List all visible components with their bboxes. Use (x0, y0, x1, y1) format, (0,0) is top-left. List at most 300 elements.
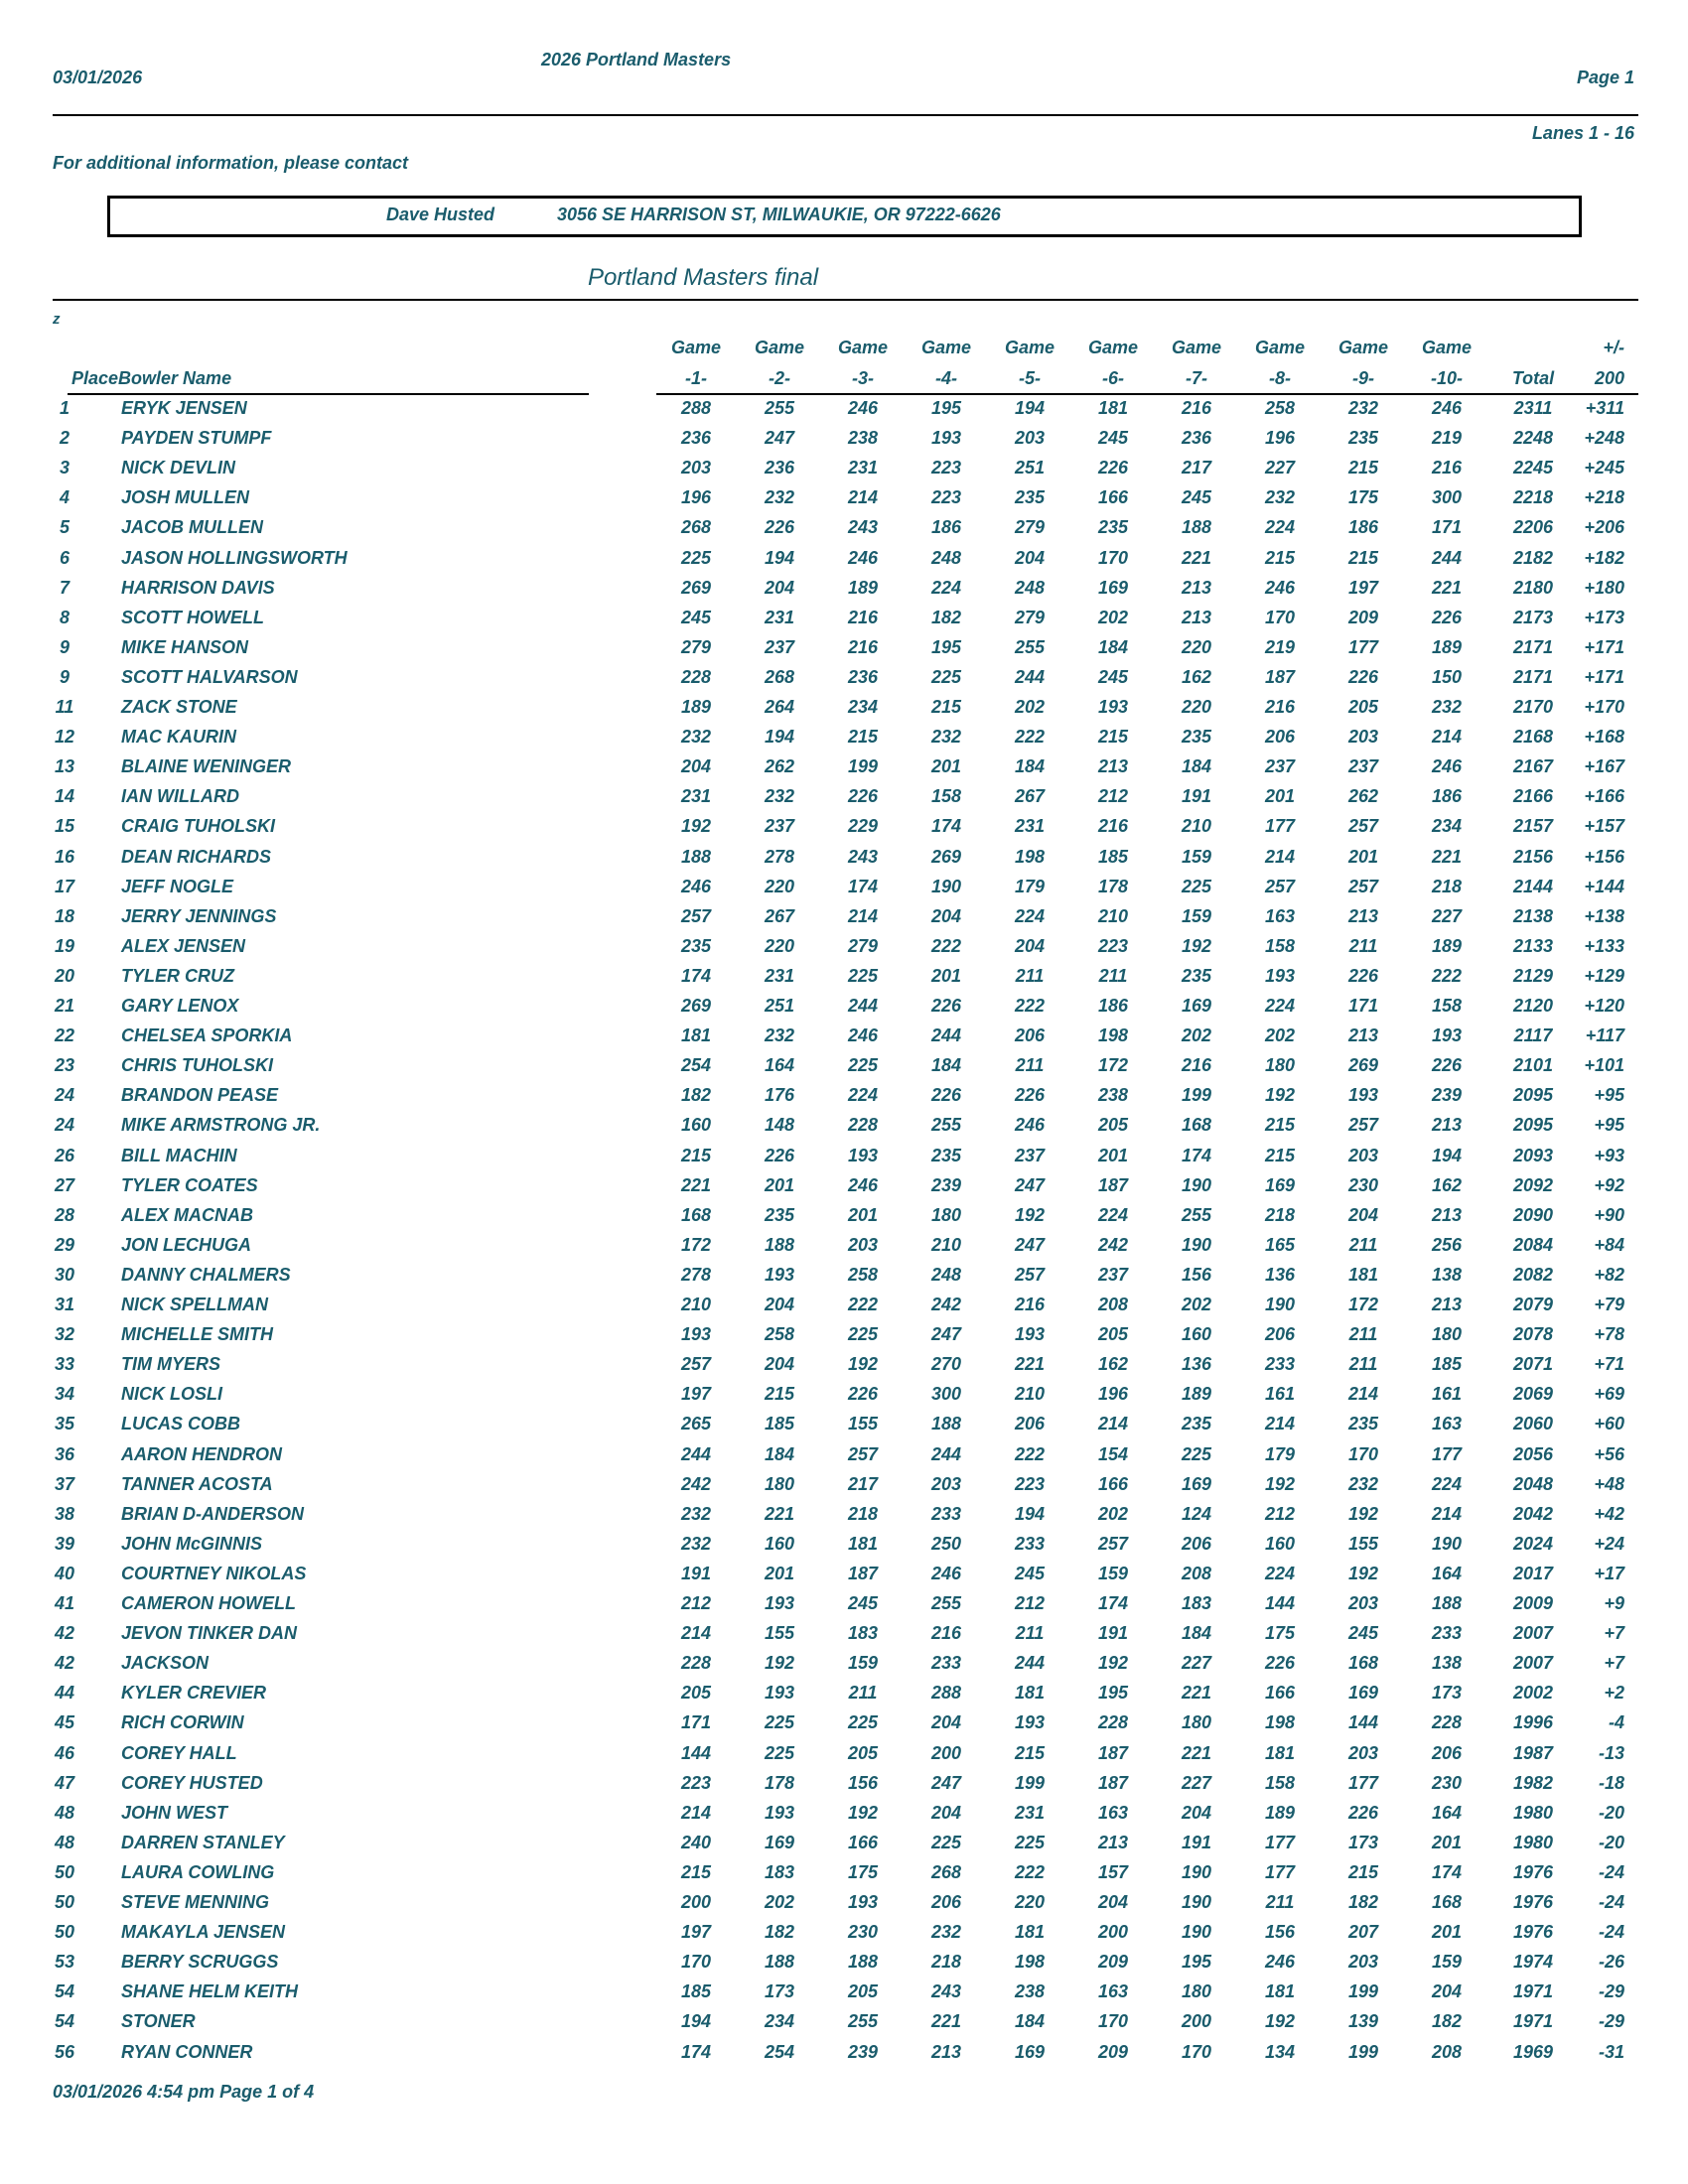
game-score-cell: 267 (764, 905, 795, 926)
game-score-cell: 220 (764, 876, 795, 896)
game-score-cell: 193 (1264, 965, 1296, 986)
game-score-cell: 177 (1264, 1861, 1296, 1882)
place-cell: 54 (54, 2011, 75, 2032)
table-row (0, 1444, 1688, 1474)
z-label: z (53, 311, 61, 328)
game-score-cell: 212 (680, 1593, 712, 1613)
game-score-cell: 257 (1097, 1533, 1129, 1554)
game-score-cell: 228 (847, 1115, 879, 1136)
game-score-cell: 201 (1097, 1145, 1129, 1165)
game-score-cell: 235 (1181, 727, 1212, 748)
table-row (0, 1146, 1688, 1175)
game-score-cell: 174 (1181, 1145, 1212, 1165)
table-row (0, 1862, 1688, 1892)
bowler-name-cell: ZACK STONE (121, 697, 237, 717)
total-cell: 2060 (1512, 1414, 1554, 1434)
place-cell: 39 (54, 1533, 75, 1554)
game-score-cell: 206 (1264, 1324, 1296, 1345)
game-score-cell: 172 (680, 1234, 712, 1255)
table-row (0, 1833, 1688, 1862)
game-score-cell: 175 (847, 1861, 879, 1882)
place-cell: 53 (54, 1952, 75, 1973)
bowler-name-cell: MIKE ARMSTRONG JR. (121, 1115, 321, 1136)
game-score-cell: 208 (1097, 1295, 1129, 1314)
game-score-cell: 214 (1347, 1384, 1379, 1405)
game-score-cell: 246 (847, 547, 879, 568)
game-score-cell: 215 (847, 727, 879, 748)
game-score-cell: 159 (1431, 1952, 1463, 1973)
game-score-cell: 245 (680, 607, 712, 627)
game-score-cell: 211 (1348, 1234, 1378, 1255)
game-score-cell: 215 (1347, 547, 1379, 568)
game-score-cell: 226 (930, 996, 962, 1016)
bowler-name-cell: LAURA COWLING (121, 1861, 275, 1882)
game-score-cell: 192 (1014, 1204, 1046, 1225)
game-score-cell: 239 (930, 1174, 962, 1195)
game-score-cell: 195 (1181, 1952, 1212, 1973)
game-score-cell: 246 (847, 398, 879, 418)
game-score-cell: 188 (1431, 1593, 1463, 1613)
game-score-cell: 168 (1181, 1115, 1212, 1136)
bowler-name-cell: CRAIG TUHOLSKI (121, 816, 275, 837)
game-score-cell: 182 (1431, 2011, 1463, 2032)
game-score-cell: 201 (930, 756, 962, 777)
game-score-cell: 163 (1097, 1981, 1129, 2002)
game-score-cell: 213 (1181, 577, 1212, 598)
game-score-cell: 216 (930, 1623, 962, 1644)
diff-cell: +182 (1584, 547, 1624, 568)
game-score-cell: 225 (764, 1712, 795, 1733)
game-score-cell: 136 (1181, 1354, 1212, 1375)
table-row (0, 966, 1688, 996)
game-score-cell: 227 (1264, 458, 1296, 478)
game-score-cell: 170 (1181, 2041, 1212, 2062)
game-score-cell: 192 (1264, 1473, 1296, 1494)
game-score-cell: 138 (1431, 1653, 1463, 1674)
game-score-cell: 180 (930, 1204, 962, 1225)
bowler-name-cell: BERRY SCRUGGS (121, 1952, 279, 1973)
game-score-cell: 225 (1181, 1443, 1212, 1464)
total-cell: 2007 (1512, 1623, 1554, 1644)
game-score-cell: 213 (1431, 1204, 1463, 1225)
game-score-cell: 181 (1264, 1742, 1296, 1763)
total-cell: 1976 (1512, 1861, 1554, 1882)
game-score-cell: 222 (1014, 727, 1046, 748)
game-score-cell: 206 (1431, 1742, 1463, 1763)
game-score-cell: 278 (764, 846, 795, 867)
place-cell: 34 (54, 1384, 75, 1405)
game-score-cell: 202 (764, 1892, 795, 1912)
diff-cell: -24 (1598, 1922, 1624, 1943)
game-score-cell: 171 (680, 1712, 712, 1733)
game-score-cell: 216 (1181, 398, 1212, 418)
total-cell: 1982 (1512, 1772, 1554, 1793)
game-score-cell: 267 (1014, 786, 1046, 807)
game-score-cell: 192 (847, 1802, 879, 1823)
game-score-cell: 189 (1431, 636, 1463, 657)
diff-cell: +117 (1585, 1025, 1624, 1046)
game-score-cell: 180 (1181, 1981, 1212, 2002)
game-score-cell: 218 (847, 1503, 879, 1524)
game-score-cell: 226 (1264, 1653, 1296, 1674)
contact-box (107, 196, 1582, 237)
game-score-cell: 187 (847, 1563, 879, 1583)
game-score-cell: 254 (764, 2041, 795, 2062)
game-score-cell: 156 (847, 1772, 879, 1793)
game-score-cell: 228 (680, 666, 712, 687)
diff-cell: +206 (1584, 517, 1624, 538)
game-score-cell: 203 (1347, 1952, 1379, 1973)
table-row (0, 1712, 1688, 1742)
game-score-cell: 185 (1097, 846, 1129, 867)
diff-cell: +56 (1594, 1443, 1624, 1464)
game-score-cell: 189 (1181, 1384, 1212, 1405)
game-score-cell: 215 (1264, 547, 1296, 568)
game-score-cell: 211 (848, 1683, 878, 1704)
game-header-number: -2- (769, 368, 790, 388)
place-cell: 4 (59, 487, 70, 508)
game-score-cell: 159 (1181, 905, 1212, 926)
game-score-cell: 225 (847, 1324, 879, 1345)
table-row (0, 428, 1688, 458)
game-score-cell: 193 (764, 1683, 795, 1704)
game-score-cell: 257 (1347, 1115, 1379, 1136)
bowler-name-cell: RICH CORWIN (121, 1712, 244, 1733)
game-score-cell: 255 (1181, 1204, 1212, 1225)
game-score-cell: 157 (1097, 1861, 1129, 1882)
place-cell: 31 (54, 1295, 75, 1314)
bowler-name-cell: COURTNEY NIKOLAS (121, 1563, 307, 1583)
game-score-cell: 235 (1181, 965, 1212, 986)
game-score-cell: 204 (1431, 1981, 1463, 2002)
game-score-cell: 226 (1347, 666, 1379, 687)
game-header-number: -9- (1352, 368, 1374, 388)
game-score-cell: 201 (1431, 1832, 1463, 1852)
game-score-cell: 192 (1097, 1653, 1129, 1674)
table-row (0, 1115, 1688, 1145)
game-score-cell: 176 (764, 1085, 795, 1106)
game-score-cell: 194 (1014, 398, 1046, 418)
game-score-cell: 226 (1014, 1085, 1046, 1106)
total-cell: 2173 (1512, 607, 1554, 627)
game-score-cell: 199 (1347, 1981, 1379, 2002)
game-score-cell: 183 (1181, 1593, 1212, 1613)
game-score-cell: 192 (680, 816, 712, 837)
game-score-cell: 193 (764, 1802, 795, 1823)
place-cell: 19 (54, 935, 75, 956)
game-score-cell: 206 (1264, 727, 1296, 748)
place-cell: 7 (59, 577, 70, 598)
game-score-cell: 214 (1431, 1503, 1463, 1524)
game-score-cell: 190 (1264, 1295, 1296, 1314)
bowler-name-cell: JOSH MULLEN (121, 487, 250, 508)
place-cell: 48 (54, 1832, 75, 1852)
game-score-cell: 187 (1097, 1174, 1129, 1195)
game-score-cell: 212 (1014, 1593, 1046, 1613)
game-header-label: Game (1254, 338, 1306, 357)
place-cell: 9 (59, 636, 70, 657)
place-cell: 40 (54, 1563, 75, 1583)
table-row (0, 1384, 1688, 1414)
total-cell: 2156 (1512, 846, 1554, 867)
game-score-cell: 244 (1014, 666, 1046, 687)
game-score-cell: 182 (680, 1085, 712, 1106)
total-cell: 2120 (1512, 996, 1554, 1016)
game-score-cell: 231 (680, 786, 712, 807)
diff-cell: -20 (1598, 1832, 1624, 1852)
diff-cell: +156 (1584, 846, 1624, 867)
game-score-cell: 213 (1097, 756, 1129, 777)
diff-cell: +48 (1594, 1473, 1624, 1494)
game-score-cell: 162 (1181, 666, 1212, 687)
game-score-cell: 163 (1431, 1414, 1463, 1434)
bowler-name-cell: KYLER CREVIER (121, 1683, 267, 1704)
game-score-cell: 214 (680, 1802, 712, 1823)
game-score-cell: 235 (1014, 487, 1046, 508)
game-score-cell: 204 (1014, 547, 1046, 568)
table-row (0, 1414, 1688, 1443)
game-score-cell: 184 (1014, 756, 1046, 777)
game-score-cell: 203 (930, 1473, 962, 1494)
game-header-number: -8- (1269, 368, 1291, 388)
table-row (0, 847, 1688, 877)
game-score-cell: 216 (847, 607, 879, 627)
game-header-number: -7- (1186, 368, 1207, 388)
table-row (0, 1564, 1688, 1593)
bowler-name-cell: JASON HOLLINGSWORTH (121, 547, 348, 568)
game-score-cell: 214 (1264, 1414, 1296, 1434)
game-score-cell: 228 (680, 1653, 712, 1674)
game-score-cell: 185 (764, 1414, 795, 1434)
game-score-cell: 202 (1181, 1025, 1212, 1046)
game-score-cell: 225 (1014, 1832, 1046, 1852)
game-score-cell: 219 (1431, 428, 1463, 449)
game-score-cell: 245 (1014, 1563, 1046, 1583)
game-score-cell: 189 (1431, 935, 1463, 956)
game-score-cell: 205 (847, 1742, 879, 1763)
game-score-cell: 219 (1264, 636, 1296, 657)
game-score-cell: 201 (1431, 1922, 1463, 1943)
game-score-cell: 258 (847, 1264, 879, 1285)
game-score-cell: 193 (930, 428, 962, 449)
table-row (0, 936, 1688, 966)
table-row (0, 667, 1688, 697)
diff-header-top: +/- (1603, 338, 1624, 357)
total-cell: 2144 (1512, 876, 1554, 896)
game-score-cell: 231 (764, 965, 795, 986)
game-score-cell: 164 (1431, 1802, 1463, 1823)
game-score-cell: 226 (847, 1384, 879, 1405)
game-score-cell: 245 (1347, 1623, 1379, 1644)
table-row (0, 1803, 1688, 1833)
game-score-cell: 254 (680, 1055, 712, 1076)
game-score-cell: 220 (764, 935, 795, 956)
game-score-cell: 270 (930, 1354, 962, 1375)
diff-cell: +166 (1584, 786, 1624, 807)
game-score-cell: 230 (1347, 1174, 1379, 1195)
game-score-cell: 268 (764, 666, 795, 687)
game-score-cell: 204 (1347, 1204, 1379, 1225)
game-score-cell: 217 (1181, 458, 1212, 478)
place-cell: 6 (59, 547, 70, 568)
total-cell: 1980 (1512, 1832, 1554, 1852)
diff-cell: +79 (1594, 1295, 1624, 1314)
bowler-name-cell: BRIAN D-ANDERSON (121, 1503, 304, 1524)
header-divider (53, 114, 1638, 116)
game-score-cell: 216 (1181, 1055, 1212, 1076)
game-score-cell: 162 (1431, 1174, 1463, 1195)
table-row (0, 1474, 1688, 1504)
game-score-cell: 248 (1014, 577, 1046, 598)
diff-cell: +24 (1594, 1533, 1624, 1554)
total-cell: 2095 (1512, 1085, 1554, 1106)
place-cell: 11 (55, 697, 74, 717)
total-cell: 1976 (1512, 1922, 1554, 1943)
game-score-cell: 186 (1347, 517, 1379, 538)
place-cell: 24 (54, 1085, 75, 1106)
diff-cell: +95 (1594, 1115, 1624, 1136)
game-score-cell: 240 (680, 1832, 712, 1852)
total-cell: 2009 (1512, 1593, 1554, 1613)
game-score-cell: 269 (680, 996, 712, 1016)
bowler-name-cell: JEVON TINKER DAN (121, 1623, 298, 1644)
game-score-cell: 211 (1348, 1324, 1378, 1345)
game-score-cell: 246 (680, 876, 712, 896)
game-score-cell: 226 (764, 517, 795, 538)
place-cell: 18 (54, 905, 75, 926)
game-score-cell: 187 (1097, 1742, 1129, 1763)
game-score-cell: 198 (1097, 1025, 1129, 1046)
game-score-cell: 169 (1347, 1683, 1379, 1704)
game-score-cell: 245 (1097, 428, 1129, 449)
game-score-cell: 200 (680, 1892, 712, 1912)
game-score-cell: 236 (1181, 428, 1212, 449)
game-score-cell: 246 (1014, 1115, 1046, 1136)
diff-cell: -26 (1598, 1952, 1624, 1973)
game-score-cell: 239 (847, 2041, 879, 2062)
bowler-name-cell: CAMERON HOWELL (121, 1593, 296, 1613)
diff-cell: +60 (1594, 1414, 1624, 1434)
game-score-cell: 173 (1347, 1832, 1379, 1852)
game-score-cell: 221 (1431, 577, 1463, 598)
game-score-cell: 183 (847, 1623, 879, 1644)
bowler-name-cell: SCOTT HOWELL (121, 607, 264, 627)
place-cell: 35 (54, 1414, 75, 1434)
game-score-cell: 235 (930, 1145, 962, 1165)
game-score-cell: 224 (1264, 517, 1296, 538)
game-score-cell: 269 (680, 577, 712, 598)
game-score-cell: 255 (764, 398, 795, 418)
game-score-cell: 161 (1264, 1384, 1296, 1405)
game-score-cell: 233 (1431, 1623, 1463, 1644)
game-score-cell: 199 (1014, 1772, 1046, 1793)
place-cell: 22 (54, 1025, 75, 1046)
game-header-number: -10- (1430, 368, 1463, 388)
game-score-cell: 251 (1014, 458, 1046, 478)
diff-cell: -31 (1598, 2041, 1624, 2062)
game-score-cell: 228 (1097, 1712, 1129, 1733)
table-row (0, 877, 1688, 906)
game-score-cell: 223 (930, 487, 962, 508)
total-cell: 2093 (1512, 1145, 1554, 1165)
game-score-cell: 163 (1264, 905, 1296, 926)
game-score-cell: 169 (764, 1832, 795, 1852)
game-score-cell: 170 (1347, 1443, 1379, 1464)
game-score-cell: 288 (930, 1683, 962, 1704)
game-score-cell: 205 (1347, 697, 1379, 717)
game-score-cell: 193 (1097, 697, 1129, 717)
place-cell: 46 (54, 1742, 75, 1763)
game-score-cell: 288 (680, 398, 712, 418)
total-cell: 2311 (1513, 398, 1553, 418)
total-cell: 2092 (1512, 1174, 1554, 1195)
game-score-cell: 193 (764, 1593, 795, 1613)
game-score-cell: 248 (930, 547, 962, 568)
place-cell: 41 (54, 1593, 75, 1613)
game-score-cell: 257 (1347, 816, 1379, 837)
place-cell: 50 (54, 1861, 75, 1882)
game-score-cell: 210 (930, 1234, 962, 1255)
game-score-cell: 206 (1181, 1533, 1212, 1554)
game-score-cell: 247 (930, 1324, 962, 1345)
game-score-cell: 195 (1097, 1683, 1129, 1704)
game-score-cell: 258 (1264, 398, 1296, 418)
bowler-name-cell: JACKSON (121, 1653, 210, 1674)
game-score-cell: 174 (930, 816, 962, 837)
total-cell: 2117 (1513, 1025, 1553, 1046)
game-score-cell: 264 (764, 697, 795, 717)
game-score-cell: 207 (1347, 1922, 1379, 1943)
game-score-cell: 155 (1347, 1533, 1379, 1554)
game-score-cell: 181 (1014, 1683, 1046, 1704)
diff-cell: -18 (1598, 1772, 1624, 1793)
game-score-cell: 226 (1347, 965, 1379, 986)
total-cell: 1971 (1512, 2011, 1554, 2032)
game-score-cell: 160 (1264, 1533, 1296, 1554)
game-score-cell: 246 (1431, 398, 1463, 418)
game-score-cell: 187 (1097, 1772, 1129, 1793)
game-score-cell: 161 (1431, 1384, 1463, 1405)
game-score-cell: 232 (1347, 1473, 1379, 1494)
game-score-cell: 231 (1014, 816, 1046, 837)
game-score-cell: 206 (930, 1892, 962, 1912)
table-row (0, 727, 1688, 756)
game-score-cell: 194 (680, 2011, 712, 2032)
game-score-cell: 190 (1181, 1922, 1212, 1943)
game-score-cell: 193 (847, 1145, 879, 1165)
game-score-cell: 204 (930, 905, 962, 926)
game-score-cell: 202 (1181, 1295, 1212, 1314)
game-score-cell: 199 (1347, 2041, 1379, 2062)
game-score-cell: 226 (930, 1085, 962, 1106)
diff-cell: +157 (1584, 816, 1624, 837)
game-score-cell: 190 (930, 876, 962, 896)
table-row (0, 1205, 1688, 1235)
game-score-cell: 191 (1181, 786, 1212, 807)
game-score-cell: 168 (1431, 1892, 1463, 1912)
diff-cell: -24 (1598, 1861, 1624, 1882)
game-score-cell: 203 (1347, 727, 1379, 748)
game-score-cell: 265 (680, 1414, 712, 1434)
table-row (0, 996, 1688, 1025)
table-row (0, 816, 1688, 846)
game-score-cell: 237 (1014, 1145, 1046, 1165)
game-score-cell: 190 (1181, 1174, 1212, 1195)
diff-cell: +167 (1584, 756, 1624, 777)
game-score-cell: 243 (847, 517, 879, 538)
game-score-cell: 201 (1264, 786, 1296, 807)
bowler-name-cell: DARREN STANLEY (121, 1832, 285, 1852)
